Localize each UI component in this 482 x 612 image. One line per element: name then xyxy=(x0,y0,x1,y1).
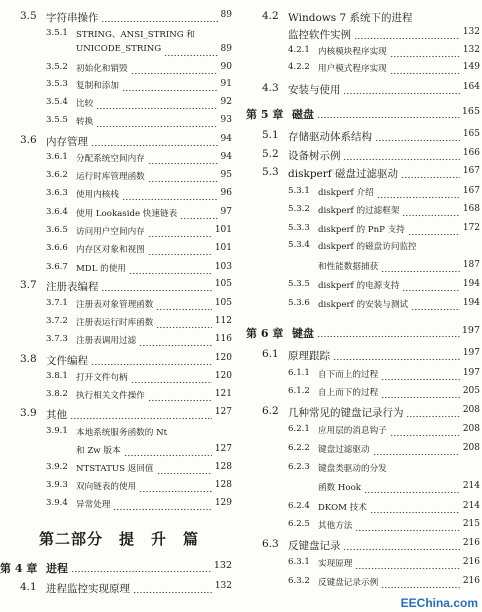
toc-leader-dots xyxy=(148,170,218,186)
toc-section-entry[interactable] xyxy=(0,134,238,150)
toc-leader-dots xyxy=(343,82,459,98)
toc-chapter-entry[interactable] xyxy=(242,106,480,122)
toc-entry-title: 注册表调用过滤 xyxy=(76,336,137,346)
toc-entry-title: 函数 Hook xyxy=(318,483,361,493)
toc-page-number: 132 xyxy=(214,581,232,591)
toc-leader-dots xyxy=(96,97,217,113)
toc-entry-title: 和 Zw 版本 xyxy=(76,446,121,456)
toc-subsection-entry[interactable] xyxy=(242,240,480,256)
toc-leader-dots xyxy=(101,10,217,26)
toc-section-entry[interactable] xyxy=(0,353,238,369)
toc-subsection-entry[interactable] xyxy=(242,223,480,239)
toc-entry-number: 5.3.5 xyxy=(288,279,310,289)
toc-entry-number: 4.1 xyxy=(20,581,37,593)
toc-entry-number: 5.3.4 xyxy=(288,240,310,250)
toc-entry-title: 内存管理 xyxy=(46,136,88,148)
toc-entry-number: 5.2 xyxy=(262,148,279,160)
toc-entry-title: 和性能数据捕获 xyxy=(318,262,379,272)
toc-entry-title: NTSTATUS 返回值 xyxy=(76,464,154,474)
toc-entry-title: 自上而下的过程 xyxy=(318,388,379,398)
toc-entry-title: 其他方法 xyxy=(318,521,353,531)
toc-entry-title: 安装与使用 xyxy=(288,84,341,96)
toc-subsection-entry[interactable] xyxy=(242,501,480,517)
toc-entry-title: diskperf 的 PnP 支持 xyxy=(318,225,405,235)
toc-subsection-entry[interactable] xyxy=(242,279,480,295)
toc-entry-number: 5.3.2 xyxy=(288,204,310,214)
toc-entry-title: 双向链表的使用 xyxy=(76,482,137,492)
toc-page-number: 127 xyxy=(214,407,232,417)
toc-page-number: 90 xyxy=(220,62,232,72)
toc-entry-title: 原理跟踪 xyxy=(288,350,330,362)
toc-subsection-entry[interactable] xyxy=(0,426,238,442)
toc-entry-number: 6.2.5 xyxy=(288,519,310,529)
toc-leader-dots xyxy=(156,298,211,314)
toc-entry-number: 3.9.2 xyxy=(46,462,68,472)
toc-subsection-entry[interactable] xyxy=(0,389,238,405)
toc-entry-number: 3.9.1 xyxy=(46,426,68,436)
toc-leader-dots xyxy=(390,45,460,61)
toc-entry-number: 3.7 xyxy=(20,279,37,291)
toc-entry-number: 3.5.3 xyxy=(46,79,68,89)
toc-entry-number: 4.3 xyxy=(262,82,279,94)
toc-subsection-entry[interactable] xyxy=(0,371,238,387)
toc-page-number: 128 xyxy=(214,480,232,490)
toc-page-number: 116 xyxy=(214,334,232,344)
toc-entry-title: diskperf 介绍 xyxy=(318,188,374,198)
toc-entry-title: UNICODE_STRING xyxy=(76,44,162,54)
toc-entry-number: 第 4 章 xyxy=(0,562,38,575)
toc-section-entry[interactable] xyxy=(242,27,480,43)
toc-entry-title: 比较 xyxy=(76,99,94,109)
toc-page-number: 216 xyxy=(462,557,480,567)
toc-entry-title: 初始化和销毁 xyxy=(76,64,128,74)
toc-entry-number: 6.2.3 xyxy=(288,462,310,472)
toc-leader-dots xyxy=(317,106,460,122)
toc-entry-number: 3.6.7 xyxy=(46,262,68,272)
toc-entry-title: 注册表运行时库函数 xyxy=(76,318,154,328)
toc-entry-number: 6.1.1 xyxy=(288,368,310,378)
toc-entry-title: 转换 xyxy=(76,117,94,127)
toc-page-number: 197 xyxy=(462,348,480,358)
toc-leader-dots xyxy=(381,260,460,276)
toc-entry-title: 文件编程 xyxy=(46,355,88,367)
toc-subsection-entry[interactable] xyxy=(0,480,238,496)
toc-page-number: 97 xyxy=(220,207,232,217)
toc-entry-title: 应用层的消息钩子 xyxy=(318,426,387,436)
toc-entry-number: 3.8.1 xyxy=(46,371,68,381)
toc-entry-number: 3.6 xyxy=(20,134,37,146)
toc-leader-dots xyxy=(377,186,460,202)
toc-leader-dots xyxy=(133,581,212,597)
toc-entry-number: 5.3.1 xyxy=(288,186,310,196)
toc-leader-dots xyxy=(124,444,212,460)
toc-leader-dots xyxy=(401,166,460,182)
toc-entry-title: 注册表编程 xyxy=(46,281,99,293)
toc-entry-number: 3.8 xyxy=(20,353,37,365)
toc-subsection-entry[interactable] xyxy=(0,170,238,186)
toc-entry-number: 3.6.6 xyxy=(46,243,68,253)
toc-page-number: 197 xyxy=(462,368,480,378)
toc-entry-title: 异常处理 xyxy=(76,500,111,510)
toc-page-number: 149 xyxy=(462,62,480,72)
toc-subsection-entry[interactable] xyxy=(242,557,480,573)
toc-section-entry[interactable] xyxy=(242,148,480,164)
toc-page-number: 165 xyxy=(461,106,480,117)
toc-leader-dots xyxy=(390,62,460,78)
site-watermark: EEChina.com xyxy=(400,596,478,610)
toc-entry-title: 内存区对象和视图 xyxy=(76,245,145,255)
toc-leader-dots xyxy=(148,243,212,259)
toc-page-number: 187 xyxy=(462,260,480,270)
toc-section-entry[interactable] xyxy=(242,82,480,98)
toc-entry-number: 6.2.1 xyxy=(288,424,310,434)
toc-subsection-entry[interactable] xyxy=(242,45,480,61)
toc-entry-title: 用户模式程序实现 xyxy=(318,64,387,74)
toc-leader-dots xyxy=(354,27,460,43)
toc-entry-title: STRING、ANSI_STRING 和 xyxy=(76,30,195,40)
toc-entry-title: Windows 7 系统下的进程 xyxy=(288,12,413,24)
toc-leader-dots xyxy=(91,134,218,150)
toc-entry-title: 自下而上的过程 xyxy=(318,370,379,380)
toc-page-number: 208 xyxy=(462,443,480,453)
toc-page-number: 105 xyxy=(214,298,232,308)
toc-entry-title: 注册表对象管理函数 xyxy=(76,300,154,310)
toc-leader-dots xyxy=(164,44,217,60)
toc-subsection-entry[interactable] xyxy=(0,152,238,168)
toc-subsection-entry[interactable] xyxy=(0,298,238,314)
toc-leader-dots xyxy=(402,279,459,295)
toc-entry-title: 执行相关文件操作 xyxy=(76,391,145,401)
toc-page-number: 166 xyxy=(462,148,480,158)
toc-leader-dots xyxy=(101,279,211,295)
part-heading: 第二部分 提 升 篇 xyxy=(38,530,199,548)
toc-subsection-entry[interactable] xyxy=(0,334,238,350)
toc-leader-dots xyxy=(148,152,218,168)
toc-entry-title: 本地系统服务函数的 Nt xyxy=(76,428,168,438)
toc-entry-title: DKOM 技术 xyxy=(318,503,367,513)
toc-page-number: 128 xyxy=(214,462,232,472)
toc-entry-title: diskperf 的磁盘访问监控 xyxy=(318,242,417,252)
toc-entry-number: 6.3 xyxy=(262,538,279,550)
toc-entry-number: 3.6.2 xyxy=(46,170,68,180)
toc-subsection-entry[interactable] xyxy=(242,298,480,314)
toc-page-number: 214 xyxy=(462,481,480,491)
toc-leader-dots xyxy=(91,353,212,369)
toc-page-number: 167 xyxy=(462,186,480,196)
toc-section-entry[interactable] xyxy=(242,10,480,26)
toc-subsection-entry[interactable] xyxy=(0,498,238,514)
toc-entry-title: 键盘 xyxy=(292,327,314,340)
toc-chapter-entry[interactable] xyxy=(242,325,480,341)
toc-leader-dots xyxy=(180,207,217,223)
toc-entry-title: 反键盘记录示例 xyxy=(318,578,379,588)
toc-leader-dots xyxy=(408,223,460,239)
toc-page-number: 165 xyxy=(462,129,480,139)
toc-page-number: 168 xyxy=(462,204,480,214)
toc-page-number: 216 xyxy=(462,538,480,548)
toc-page-number: 93 xyxy=(220,115,232,125)
toc-page-number: 197 xyxy=(461,325,480,336)
toc-entry-number: 3.9.4 xyxy=(46,498,68,508)
toc-leader-dots xyxy=(148,389,212,405)
toc-entry-title: 监控软件实例 xyxy=(288,29,351,41)
toc-entry-number: 6.2 xyxy=(262,405,279,417)
toc-subsection-entry[interactable] xyxy=(0,262,238,278)
toc-entry-number: 4.2.2 xyxy=(288,62,310,72)
toc-entry-number: 3.6.4 xyxy=(46,207,68,217)
toc-entry-title: diskperf 磁盘过滤驱动 xyxy=(288,168,399,180)
toc-entry-title: 内核模块程序实现 xyxy=(318,47,387,57)
toc-leader-dots xyxy=(381,576,460,592)
toc-subsection-entry[interactable] xyxy=(242,186,480,202)
toc-page-number: 120 xyxy=(214,353,232,363)
toc-subsection-entry[interactable] xyxy=(0,316,238,332)
toc-entry-number: 3.9 xyxy=(20,407,37,419)
toc-entry-number: 5.1 xyxy=(262,129,279,141)
toc-page-number: 194 xyxy=(462,279,480,289)
toc-subsection-entry[interactable] xyxy=(0,79,238,95)
toc-subsection-entry[interactable] xyxy=(242,260,480,276)
toc-page-number: 208 xyxy=(462,405,480,415)
toc-section-entry[interactable] xyxy=(0,407,238,423)
toc-entry-title: 字符串操作 xyxy=(46,12,99,24)
toc-entry-title: 其他 xyxy=(46,409,67,421)
toc-page-number: 132 xyxy=(462,45,480,55)
toc-section-entry[interactable] xyxy=(242,348,480,364)
toc-page-number: 208 xyxy=(462,424,480,434)
toc-page-number: 89 xyxy=(220,10,232,20)
toc-page-number: 127 xyxy=(214,444,232,454)
toc-entry-title: diskperf 的电源支持 xyxy=(318,281,400,291)
toc-entry-number: 第 5 章 xyxy=(246,108,284,121)
toc-subsection-entry[interactable] xyxy=(242,368,480,384)
toc-subsection-entry[interactable] xyxy=(242,424,480,440)
toc-page-number: 205 xyxy=(462,386,480,396)
toc-leader-dots xyxy=(96,115,217,131)
toc-entry-number: 6.2.2 xyxy=(288,443,310,453)
toc-leader-dots xyxy=(317,325,460,341)
toc-entry-number: 3.5.2 xyxy=(46,62,68,72)
toc-entry-title: 进程监控实现原理 xyxy=(46,583,130,595)
toc-page-number: 120 xyxy=(214,371,232,381)
toc-leader-dots xyxy=(157,462,212,478)
toc-entry-number: 3.8.2 xyxy=(46,389,68,399)
toc-leader-dots xyxy=(113,498,211,514)
toc-entry-number: 3.6.1 xyxy=(46,152,68,162)
toc-page-number: 132 xyxy=(462,27,480,37)
toc-subsection-entry[interactable] xyxy=(242,481,480,497)
toc-subsection-entry[interactable] xyxy=(242,519,480,535)
toc-leader-dots xyxy=(343,538,459,554)
toc-entry-title: 打开文件句柄 xyxy=(76,373,128,383)
toc-leader-dots xyxy=(131,62,218,78)
toc-entry-number: 6.3.2 xyxy=(288,576,310,586)
toc-entry-number: 5.3 xyxy=(262,166,279,178)
toc-leader-dots xyxy=(70,407,212,423)
toc-leader-dots xyxy=(355,557,459,573)
toc-entry-title: MDL 的使用 xyxy=(76,264,126,274)
toc-subsection-entry[interactable] xyxy=(0,97,238,113)
toc-page-number: 214 xyxy=(462,501,480,511)
toc-section-entry[interactable] xyxy=(242,405,480,421)
toc-entry-number: 3.7.3 xyxy=(46,334,68,344)
toc-page-number: 96 xyxy=(220,188,232,198)
toc-page-number: 91 xyxy=(220,79,232,89)
toc-entry-title: 复制和添加 xyxy=(76,81,119,91)
toc-section-entry[interactable] xyxy=(0,10,238,26)
toc-entry-title: 反键盘记录 xyxy=(288,540,341,552)
toc-page-number: 103 xyxy=(214,262,232,272)
toc-leader-dots xyxy=(406,405,459,421)
toc-page-number: 94 xyxy=(220,134,232,144)
toc-subsection-entry[interactable] xyxy=(0,188,238,204)
toc-entry-number: 3.5.1 xyxy=(46,28,68,38)
toc-entry-number: 6.3.1 xyxy=(288,557,310,567)
toc-entry-title: 使用内核栈 xyxy=(76,190,119,200)
toc-subsection-entry[interactable] xyxy=(242,204,480,220)
toc-entry-number: 3.5 xyxy=(20,10,37,22)
toc-entry-number: 3.6.5 xyxy=(46,225,68,235)
toc-entry-title: 进程 xyxy=(46,562,68,575)
toc-entry-number: 3.5.4 xyxy=(46,97,68,107)
toc-page-number: 164 xyxy=(462,82,480,92)
toc-entry-number: 3.6.3 xyxy=(46,188,68,198)
toc-entry-title: 键盘过滤驱动 xyxy=(318,445,370,455)
toc-entry-title: 磁盘 xyxy=(292,108,314,121)
toc-leader-dots xyxy=(370,501,460,517)
toc-leader-dots xyxy=(390,424,460,440)
toc-subsection-entry[interactable] xyxy=(0,115,238,131)
toc-entry-title: diskperf 的过滤框架 xyxy=(318,206,400,216)
toc-entry-title: 分配系统空间内存 xyxy=(76,154,145,164)
toc-subsection-entry[interactable] xyxy=(0,225,238,241)
toc-leader-dots xyxy=(381,368,460,384)
toc-leader-dots xyxy=(381,386,460,402)
toc-page-number: 101 xyxy=(214,243,232,253)
toc-leader-dots xyxy=(402,204,459,220)
toc-subsection-entry[interactable] xyxy=(0,207,238,223)
toc-chapter-entry[interactable] xyxy=(0,560,238,576)
toc-page-number: 216 xyxy=(462,576,480,586)
toc-subsection-entry[interactable] xyxy=(0,462,238,478)
toc-page-number: 101 xyxy=(214,225,232,235)
toc-entry-number: 5.3.3 xyxy=(288,223,310,233)
toc-page-number: 167 xyxy=(462,166,480,176)
toc-page-number: 132 xyxy=(213,560,232,571)
toc-page-number: 112 xyxy=(214,316,232,326)
toc-entry-title: 使用 Lookaside 快速链表 xyxy=(76,209,178,219)
toc-page-number: 129 xyxy=(214,498,232,508)
toc-entry-number: 6.1 xyxy=(262,348,279,360)
toc-section-entry[interactable] xyxy=(242,129,480,145)
toc-subsection-entry[interactable] xyxy=(242,62,480,78)
toc-leader-dots xyxy=(156,316,211,332)
toc-leader-dots xyxy=(343,148,459,164)
toc-leader-dots xyxy=(355,519,459,535)
toc-page-number: 89 xyxy=(220,44,232,54)
toc-leader-dots xyxy=(139,480,212,496)
toc-entry-number: 6.1.2 xyxy=(288,386,310,396)
toc-subsection-entry[interactable] xyxy=(0,62,238,78)
toc-entry-number: 6.2.4 xyxy=(288,501,310,511)
toc-leader-dots xyxy=(148,225,212,241)
toc-entry-title: 访问用户空间内存 xyxy=(76,227,145,237)
toc-section-entry[interactable] xyxy=(242,538,480,554)
toc-leader-dots xyxy=(122,188,218,204)
toc-subsection-entry[interactable] xyxy=(0,44,238,60)
toc-entry-title: 键盘类驱动的分发 xyxy=(318,464,387,474)
toc-page-number: 105 xyxy=(214,279,232,289)
toc-leader-dots xyxy=(411,298,460,314)
toc-page-number: 121 xyxy=(214,389,232,399)
toc-leader-dots xyxy=(375,129,460,145)
toc-subsection-entry[interactable] xyxy=(242,576,480,592)
toc-entry-number: 第 6 章 xyxy=(246,327,284,340)
toc-entry-title: 设备树示例 xyxy=(288,150,341,162)
toc-entry-title: diskperf 的安装与测试 xyxy=(318,300,409,310)
toc-entry-title: 实现原理 xyxy=(318,559,353,569)
toc-leader-dots xyxy=(122,79,218,95)
toc-entry-number: 4.2.1 xyxy=(288,45,310,55)
toc-entry-number: 3.9.3 xyxy=(46,480,68,490)
toc-entry-number: 3.7.2 xyxy=(46,316,68,326)
toc-entry-number: 4.2 xyxy=(262,10,279,22)
toc-page-number: 92 xyxy=(220,97,232,107)
toc-subsection-entry[interactable] xyxy=(242,462,480,478)
toc-page-number: 94 xyxy=(220,152,232,162)
toc-leader-dots xyxy=(333,348,460,364)
toc-leader-dots xyxy=(364,481,460,497)
toc-leader-dots xyxy=(139,334,212,350)
toc-section-entry[interactable] xyxy=(0,581,238,597)
toc-entry-number: 3.7.1 xyxy=(46,298,68,308)
toc-page-number: 194 xyxy=(462,298,480,308)
toc-subsection-entry[interactable] xyxy=(242,386,480,402)
toc-leader-dots xyxy=(131,371,212,387)
toc-section-entry[interactable] xyxy=(242,166,480,182)
toc-leader-dots xyxy=(71,560,212,576)
toc-subsection-entry[interactable] xyxy=(0,28,238,44)
toc-entry-number: 5.3.6 xyxy=(288,298,310,308)
toc-leader-dots xyxy=(373,443,460,459)
toc-entry-title: 存储驱动体系结构 xyxy=(288,131,372,143)
toc-subsection-entry[interactable] xyxy=(0,444,238,460)
toc-subsection-entry[interactable] xyxy=(0,243,238,259)
toc-entry-number: 3.5.5 xyxy=(46,115,68,125)
toc-subsection-entry[interactable] xyxy=(242,443,480,459)
toc-entry-title: 几种常见的键盘记录行为 xyxy=(288,407,404,419)
toc-entry-title: 运行时库管理函数 xyxy=(76,172,145,182)
toc-section-entry[interactable] xyxy=(0,279,238,295)
toc-page-number: 95 xyxy=(220,170,232,180)
toc-page-number: 215 xyxy=(462,519,480,529)
toc-page-number: 172 xyxy=(462,223,480,233)
toc-leader-dots xyxy=(129,262,212,278)
